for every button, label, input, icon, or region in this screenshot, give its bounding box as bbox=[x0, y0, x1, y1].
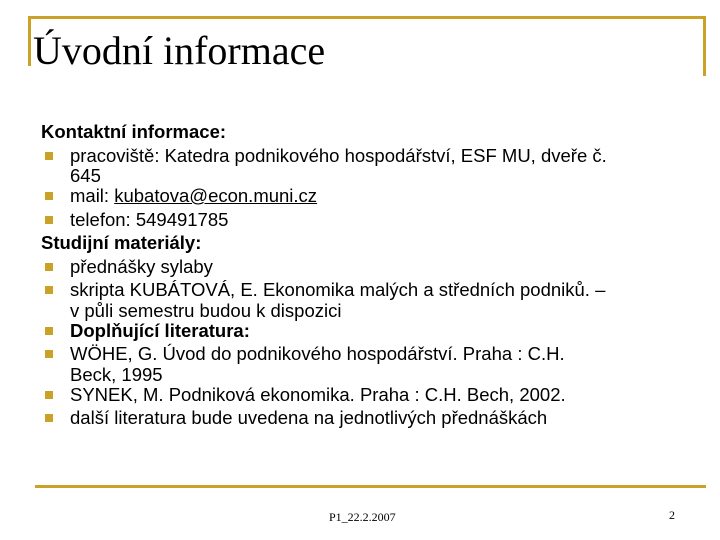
further-literature-text: další literatura bude uvedena na jednotlivých přednáškách bbox=[70, 407, 548, 428]
square-bullet-icon bbox=[45, 350, 53, 358]
contact-list bbox=[41, 144, 689, 232]
wohe-reference-cont: Beck, 1995 bbox=[70, 363, 163, 385]
contact-heading: Kontaktní informace: bbox=[41, 121, 227, 142]
square-bullet-icon bbox=[45, 216, 53, 224]
list-item bbox=[41, 383, 689, 407]
phone-text: telefon: 549491785 bbox=[70, 208, 229, 230]
square-bullet-icon bbox=[45, 327, 53, 335]
supplementary-heading: Doplňující literatura: bbox=[70, 319, 250, 341]
wohe-reference: WÖHE, G. Úvod do podnikového hospodářství. Praha : C.H. bbox=[70, 343, 565, 364]
right-decorative-rule bbox=[703, 16, 706, 76]
page-number: 2 bbox=[669, 508, 675, 522]
square-bullet-icon bbox=[45, 263, 53, 271]
list-item bbox=[41, 319, 689, 343]
square-bullet-icon bbox=[45, 391, 53, 399]
list-item bbox=[41, 278, 689, 319]
mail-label: mail: bbox=[70, 185, 115, 206]
square-bullet-icon bbox=[45, 192, 53, 200]
synek-reference: SYNEK, M. Podniková ekonomika. Praha : C.H. Bech, 2002. bbox=[70, 383, 566, 405]
square-bullet-icon bbox=[45, 414, 53, 422]
list-item bbox=[41, 255, 689, 279]
textbook-text: skripta KUBÁTOVÁ, E. Ekonomika malých a středních podniků. – bbox=[70, 279, 606, 300]
materials-list bbox=[41, 255, 689, 430]
list-item bbox=[41, 144, 689, 185]
email-link[interactable]: kubatova@econ.muni.cz bbox=[114, 185, 318, 206]
lectures-text: přednášky sylaby bbox=[70, 255, 213, 277]
workplace-text-cont: 645 bbox=[70, 165, 101, 186]
list-item bbox=[41, 184, 689, 208]
left-decorative-rule bbox=[28, 16, 31, 66]
list-item bbox=[41, 342, 689, 383]
materials-heading: Studijní materiály: bbox=[41, 232, 202, 253]
top-decorative-rule bbox=[28, 16, 706, 19]
square-bullet-icon bbox=[45, 152, 53, 160]
square-bullet-icon bbox=[45, 286, 53, 294]
list-item bbox=[41, 406, 689, 430]
list-item bbox=[41, 208, 689, 232]
workplace-text: pracoviště: Katedra podnikového hospodářství, ESF MU, dveře č. bbox=[70, 144, 607, 166]
slide-body bbox=[41, 120, 689, 430]
slide-title: Úvodní informace bbox=[33, 28, 326, 73]
footer-date: P1_22.2.2007 bbox=[329, 510, 396, 524]
textbook-text-cont: v půli semestru budou k dispozici bbox=[70, 299, 342, 321]
bottom-decorative-rule bbox=[35, 485, 706, 488]
